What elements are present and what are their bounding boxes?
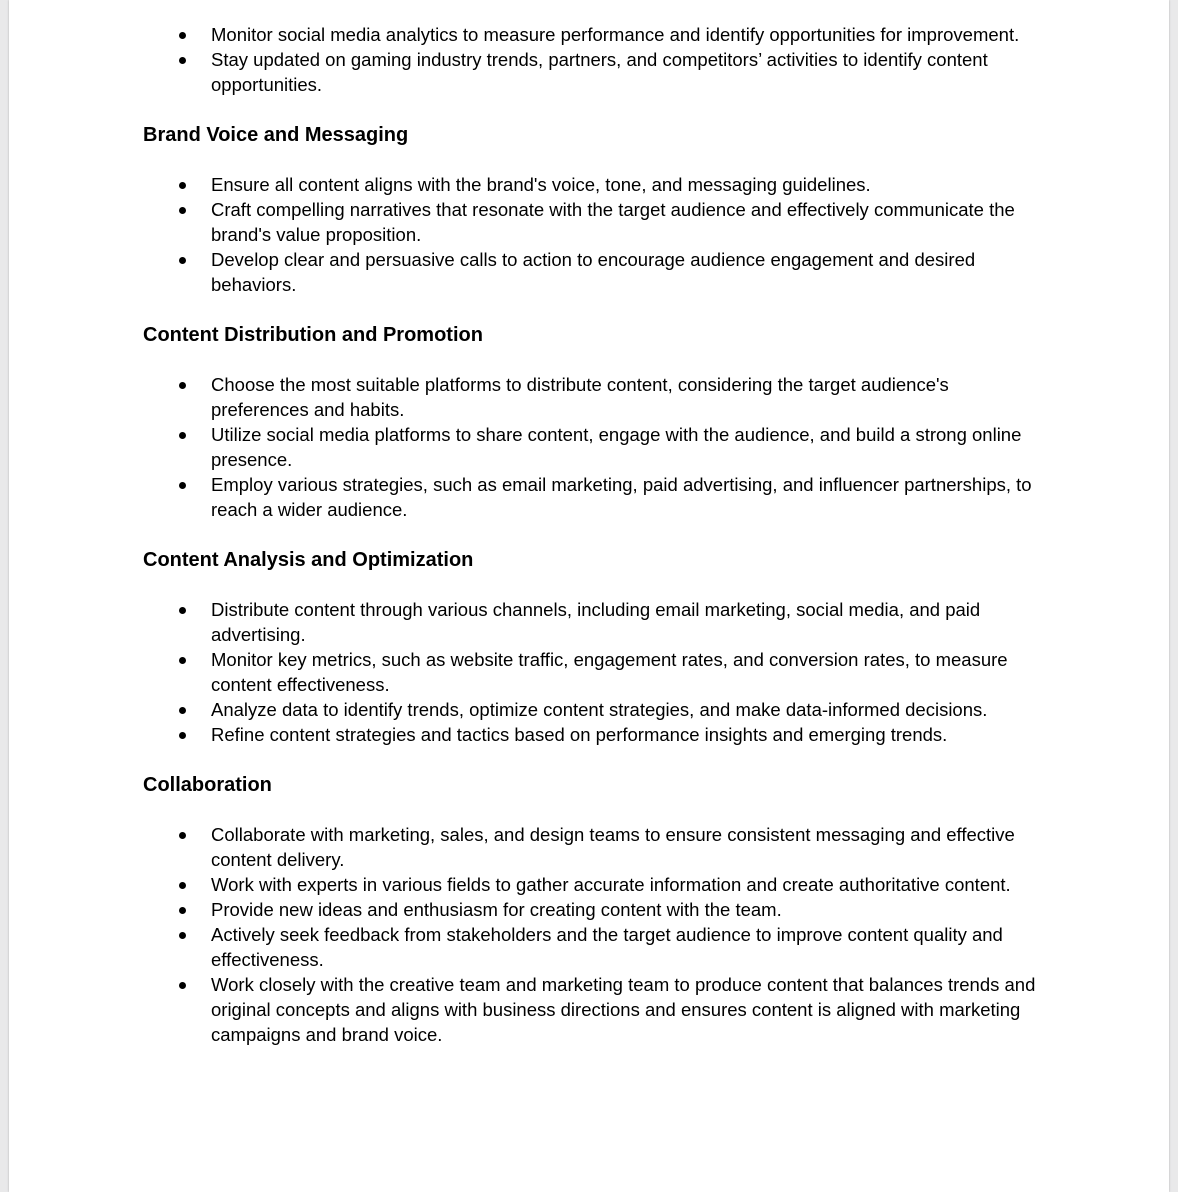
section-heading: Collaboration xyxy=(143,774,272,796)
bullet-icon xyxy=(179,982,186,989)
bullet-icon xyxy=(179,832,186,839)
list-item-text: Distribute content through various channels, including email marketing, social media, and paid advertising. xyxy=(211,599,981,645)
list-item-text: Collaborate with marketing, sales, and design teams to ensure consistent messaging and effective content delivery. xyxy=(211,824,1015,870)
bullet-icon xyxy=(179,57,186,64)
list-item-text: Monitor social media analytics to measure performance and identify opportunities for improvement. xyxy=(211,24,1020,45)
list-item xyxy=(143,872,1043,897)
list-item xyxy=(143,697,1043,722)
section-list xyxy=(143,822,1043,1047)
list-item xyxy=(143,197,1043,247)
list-item xyxy=(143,422,1043,472)
list-item xyxy=(143,472,1043,522)
section-brand-voice xyxy=(143,123,1043,297)
bullet-icon xyxy=(179,182,186,189)
list-item-text: Refine content strategies and tactics based on performance insights and emerging trends. xyxy=(211,724,948,745)
bullet-icon xyxy=(179,732,186,739)
list-item-text: Utilize social media platforms to share content, engage with the audience, and build a strong online presence. xyxy=(211,424,1022,470)
list-item-text: Analyze data to identify trends, optimize content strategies, and make data-informed decisions. xyxy=(211,699,988,720)
list-item xyxy=(143,972,1043,1047)
bullet-icon xyxy=(179,257,186,264)
list-item-text: Actively seek feedback from stakeholders and the target audience to improve content quality and effectiveness. xyxy=(211,924,1003,970)
list-item xyxy=(143,247,1043,297)
list-item-text: Work with experts in various fields to gather accurate information and create authoritative content. xyxy=(211,874,1011,895)
list-item-text: Provide new ideas and enthusiasm for creating content with the team. xyxy=(211,899,782,920)
list-item-text: Choose the most suitable platforms to distribute content, considering the target audience's preferences and habits. xyxy=(211,374,949,420)
intro-list xyxy=(143,22,1043,97)
bullet-icon xyxy=(179,907,186,914)
section-heading: Content Analysis and Optimization xyxy=(143,549,474,571)
list-item-text: Employ various strategies, such as email marketing, paid advertising, and influencer partnerships, to reach a wider audience. xyxy=(211,474,1032,520)
section-content-distribution xyxy=(143,323,1043,522)
bullet-icon xyxy=(179,482,186,489)
bullet-icon xyxy=(179,707,186,714)
bullet-icon xyxy=(179,432,186,439)
bullet-icon xyxy=(179,932,186,939)
bullet-icon xyxy=(179,657,186,664)
section-content-analysis xyxy=(143,548,1043,747)
list-item-text: Stay updated on gaming industry trends, partners, and competitors’ activities to identify content opportunities. xyxy=(211,49,988,95)
bullet-icon xyxy=(179,382,186,389)
section-list xyxy=(143,372,1043,522)
document-content xyxy=(143,22,1043,1047)
list-item xyxy=(143,922,1043,972)
list-item xyxy=(143,47,1043,97)
bullet-icon xyxy=(179,607,186,614)
section-heading: Brand Voice and Messaging xyxy=(143,124,409,146)
list-item xyxy=(143,372,1043,422)
list-item-text: Develop clear and persuasive calls to action to encourage audience engagement and desired behaviors. xyxy=(211,249,976,295)
list-item-text: Craft compelling narratives that resonate with the target audience and effectively communicate the brand's value proposition. xyxy=(211,199,1015,245)
list-item xyxy=(143,647,1043,697)
section-list xyxy=(143,597,1043,747)
bullet-icon xyxy=(179,207,186,214)
list-item-text: Monitor key metrics, such as website traffic, engagement rates, and conversion rates, to measure content effectiveness. xyxy=(211,649,1008,695)
bullet-icon xyxy=(179,32,186,39)
section-list xyxy=(143,172,1043,297)
section-collaboration xyxy=(143,773,1043,1047)
list-item xyxy=(143,172,1043,197)
bullet-icon xyxy=(179,882,186,889)
list-item xyxy=(143,822,1043,872)
list-item xyxy=(143,22,1043,47)
list-item-text: Ensure all content aligns with the brand's voice, tone, and messaging guidelines. xyxy=(211,174,871,195)
document-page xyxy=(9,0,1169,1192)
list-item-text: Work closely with the creative team and marketing team to produce content that balances trends and original concepts and aligns with business directions and ensures content is aligned with marketing campaigns and brand voice. xyxy=(211,974,1036,1045)
list-item xyxy=(143,722,1043,747)
list-item xyxy=(143,597,1043,647)
section-heading: Content Distribution and Promotion xyxy=(143,324,483,346)
list-item xyxy=(143,897,1043,922)
